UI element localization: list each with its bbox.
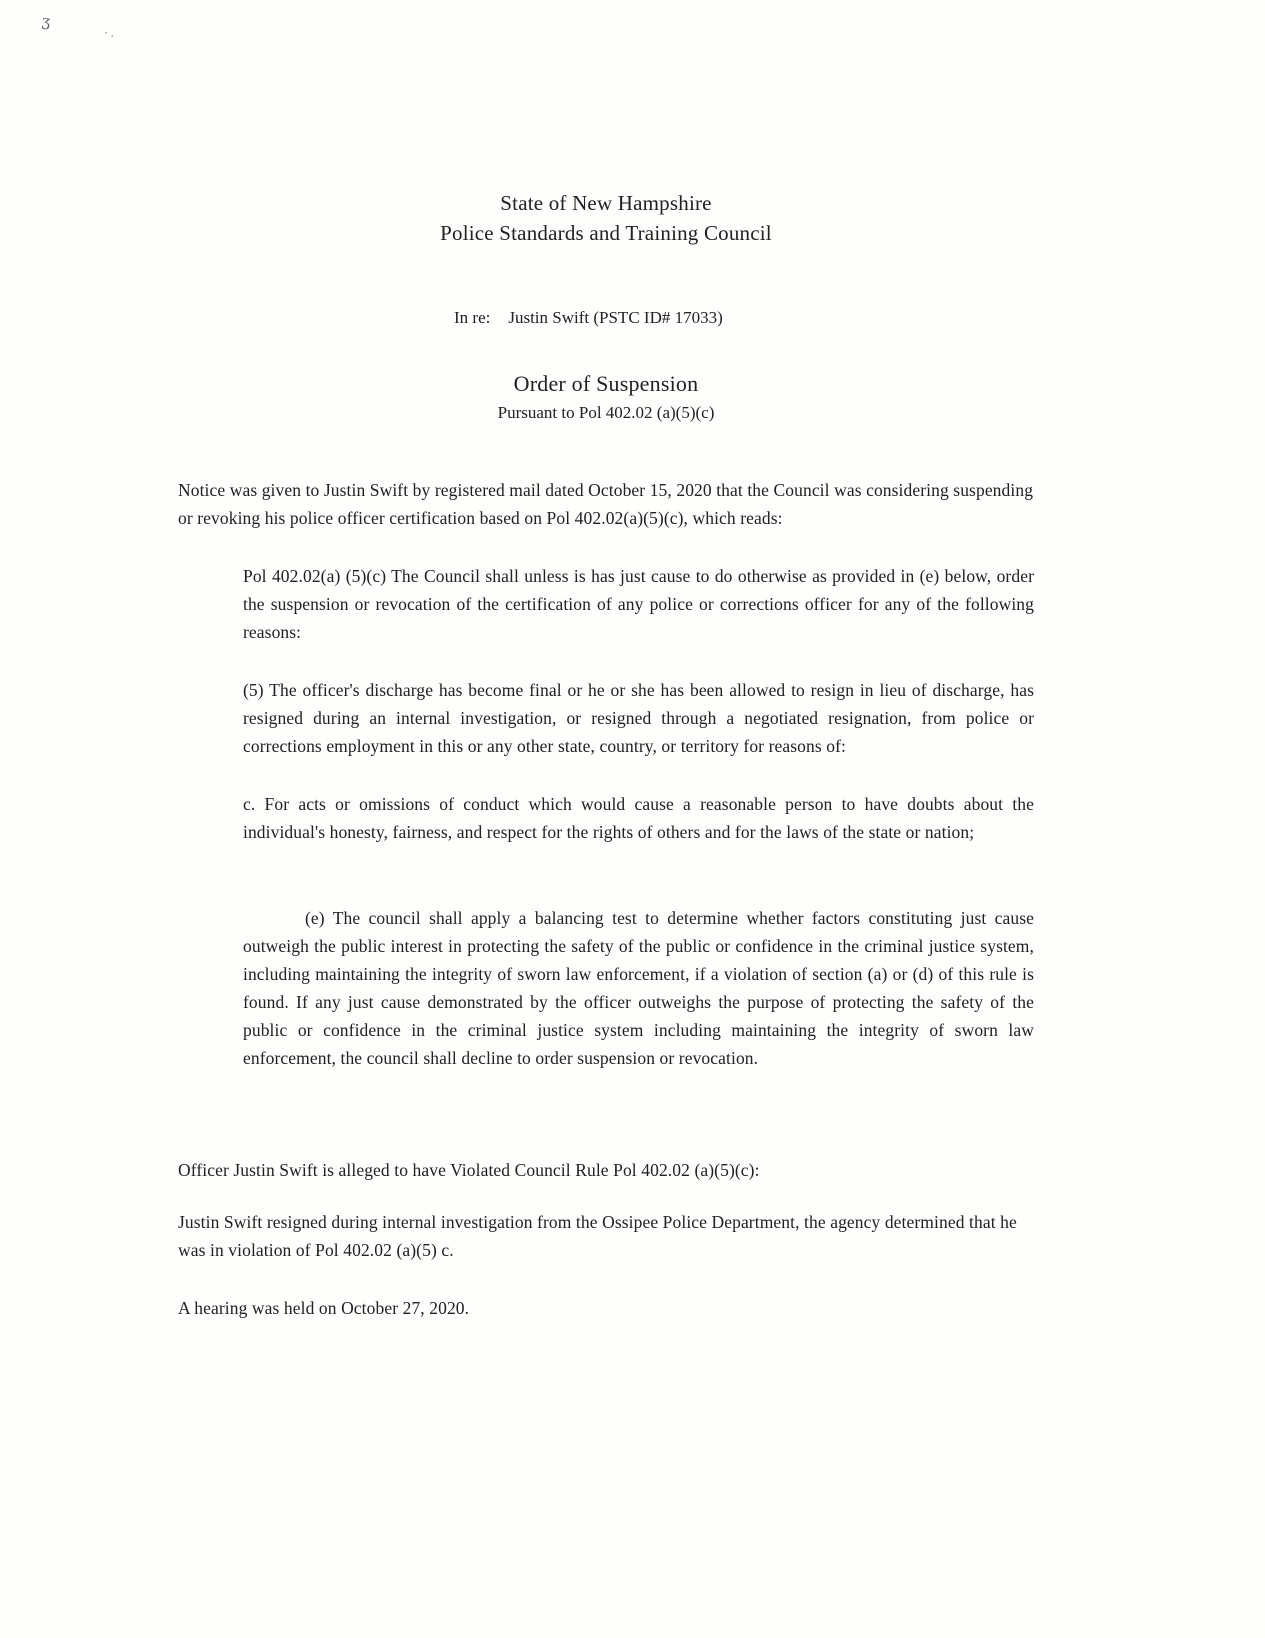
paragraph-hearing: A hearing was held on October 27, 2020. <box>178 1298 470 1318</box>
document-title: Order of Suspension <box>513 371 699 396</box>
scan-artifact-mark: ʒ <box>40 11 52 31</box>
scan-artifact-dots: ·. <box>104 26 117 41</box>
paragraph-rule-intro: Pol 402.02(a) (5)(c) The Council shall unless is has just cause to do otherwise as provided in (e) below, order the suspension or revocation of the certification of any police or corrections officer for any of the following reasons: <box>243 566 1034 642</box>
in-re-line <box>178 308 1034 328</box>
document-header <box>178 188 1034 248</box>
document-subtitle: Pursuant to Pol 402.02 (a)(5)(c) <box>497 403 715 422</box>
paragraph-alleged: Officer Justin Swift is alleged to have Violated Council Rule Pol 402.02 (a)(5)(c): <box>178 1160 760 1180</box>
in-re-subject: Justin Swift (PSTC ID# 17033) <box>508 308 723 327</box>
paragraph-rule-5: (5) The officer's discharge has become final or he or she has been allowed to resign in lieu of discharge, has resigned during an internal investigation, or resigned through a negotiated resignation, from police or corrections employment in this or any other state, country, or territory for reasons of: <box>243 680 1034 756</box>
document-content <box>178 188 1034 1322</box>
paragraph-rule-e: (e) The council shall apply a balancing test to determine whether factors constituting just cause outweigh the public interest in protecting the safety of the public or confidence in the criminal justice system, including maintaining the integrity of sworn law enforcement, if a violation of section (a) or (d) of this rule is found. If any just cause demonstrated by the officer outweighs the purpose of protecting the safety of the public or confidence in the criminal justice system including maintaining the integrity of sworn law enforcement, the council shall decline to order suspension or revocation. <box>243 908 1034 1068</box>
header-council-line: Police Standards and Training Council <box>440 221 772 245</box>
in-re-label: In re: <box>454 308 491 327</box>
document-title-block <box>178 370 1034 426</box>
paragraph-resigned: Justin Swift resigned during internal investigation from the Ossipee Police Department, the agency determined that he was in violation of Pol 402.02 (a)(5) c. <box>178 1212 1017 1260</box>
paragraph-notice: Notice was given to Justin Swift by registered mail dated October 15, 2020 that the Council was considering suspending or revoking his police officer certification based on Pol 402.02(a)(5)(c), which reads: <box>178 480 1034 528</box>
document-body <box>178 476 1034 1322</box>
header-state-line: State of New Hampshire <box>500 191 712 215</box>
paragraph-rule-c: c. For acts or omissions of conduct which would cause a reasonable person to have doubts about the individual's honesty, fairness, and respect for the rights of others and for the laws of the state or nation; <box>243 794 1034 842</box>
